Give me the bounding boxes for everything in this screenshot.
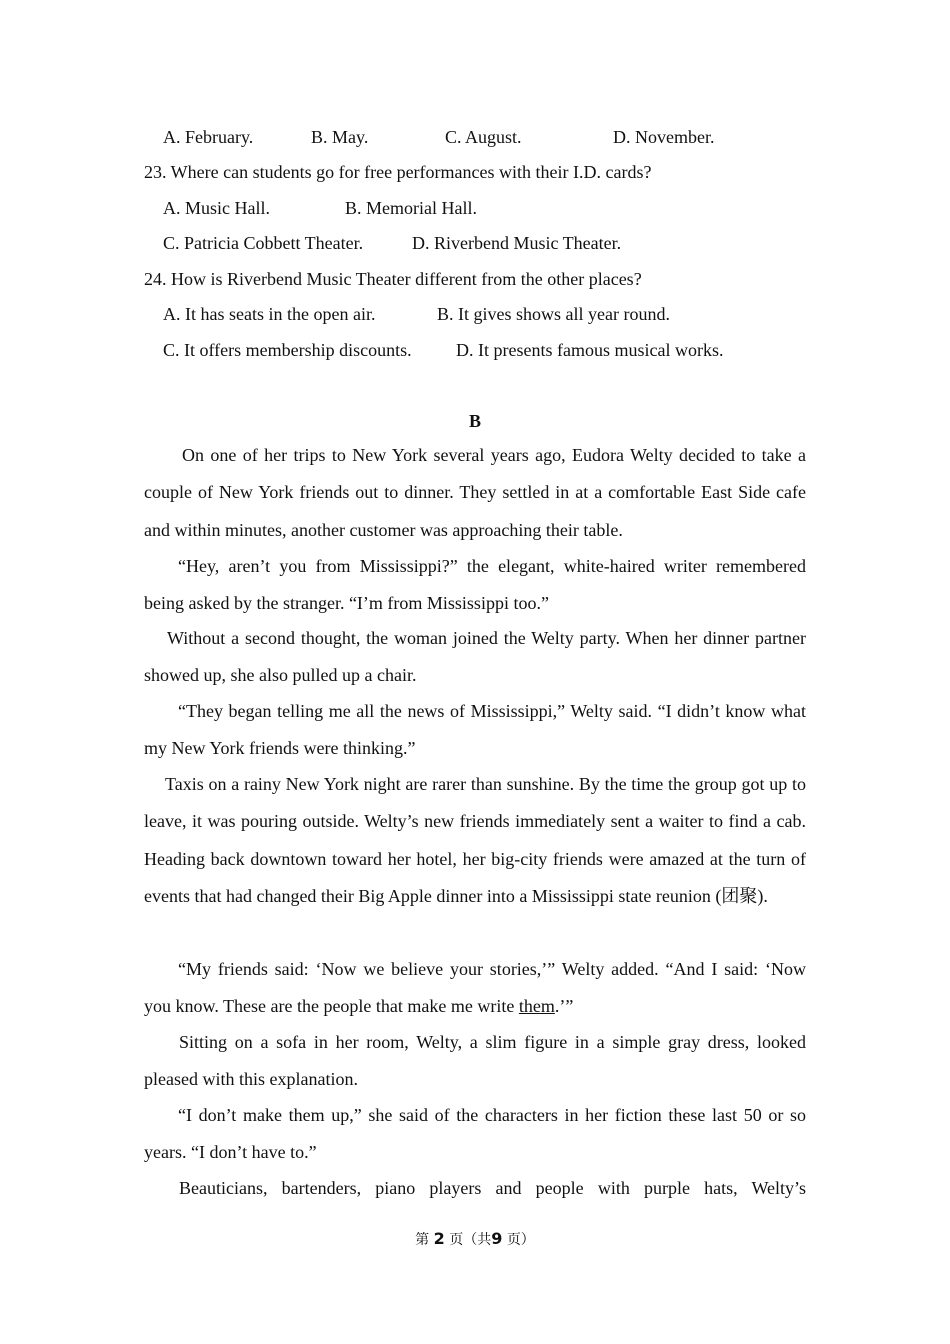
footer-suffix: 页） xyxy=(506,1232,535,1248)
passage-paragraph-4: “They began telling me all the news of Mississippi,” Welty said. “I didn’t know what my New York friends were thinking.” xyxy=(144,701,806,759)
q23-option-a: A. Music Hall. xyxy=(163,198,270,218)
q22-option-d: D. November. xyxy=(613,127,715,147)
q23-option-b: B. Memorial Hall. xyxy=(345,198,477,218)
passage-paragraph-1: On one of her trips to New York several years ago, Eudora Welty decided to take a couple of New York friends out to dinner. They settled in at a comfortable East Side cafe and within minutes, another customer was approaching their table. xyxy=(144,445,806,540)
p6-text-after: .’” xyxy=(554,996,574,1017)
passage-paragraph-8: “I don’t make them up,” she said of the characters in her fiction these last 50 or so years. “I don’t have to.” xyxy=(144,1105,806,1163)
p6-text-before: “My friends said: ‘Now we believe your stories,’” Welty added. “And I said: ‘Now you know. These are the people that make me write xyxy=(144,959,806,1017)
footer-page-number: 2 xyxy=(433,1229,445,1248)
q23-option-c: C. Patricia Cobbett Theater. xyxy=(163,233,364,253)
footer-prefix: 第 xyxy=(415,1232,430,1248)
q22-option-c: C. August. xyxy=(445,127,522,147)
passage-paragraph-5: Taxis on a rainy New York night are rarer than sunshine. By the time the group got up to leave, it was pouring outside. Welty’s new friends immediately sent a waiter to find a cab. Heading back downtown toward her hotel, her big-city friends were amazed at the turn of events that had changed their Big Apple dinner into a Mississippi state reunion (团聚). xyxy=(144,774,806,906)
footer-middle: 页（共 xyxy=(449,1232,492,1248)
passage-paragraph-9: Beauticians, bartenders, piano players and people with purple hats, Welty’s xyxy=(179,1178,806,1198)
q24-option-c: C. It offers membership discounts. xyxy=(163,340,412,360)
q24-question: 24. How is Riverbend Music Theater different from the other places? xyxy=(144,269,642,289)
section-title: B xyxy=(468,411,481,431)
q22-option-b: B. May. xyxy=(311,127,369,147)
q23-option-d: D. Riverbend Music Theater. xyxy=(412,233,622,253)
q23-question: 23. Where can students go for free performances with their I.D. cards? xyxy=(144,162,652,182)
passage-paragraph-3: Without a second thought, the woman joined the Welty party. When her dinner partner showed up, she also pulled up a chair. xyxy=(144,628,806,686)
q24-option-d: D. It presents famous musical works. xyxy=(456,340,724,360)
page-footer xyxy=(0,1229,950,1250)
passage-paragraph-7: Sitting on a sofa in her room, Welty, a slim figure in a simple gray dress, looked pleased with this explanation. xyxy=(144,1032,806,1090)
passage-paragraph-2: “Hey, aren’t you from Mississippi?” the elegant, white-haired writer remembered being asked by the stranger. “I’m from Mississippi too.” xyxy=(144,556,806,614)
q22-option-a: A. February. xyxy=(163,127,254,147)
q24-option-a: A. It has seats in the open air. xyxy=(163,304,376,324)
underlined-word-them: them xyxy=(518,996,555,1017)
passage-paragraph-6 xyxy=(144,951,806,1026)
q24-option-b: B. It gives shows all year round. xyxy=(437,304,670,324)
footer-total-pages: 9 xyxy=(491,1229,503,1248)
